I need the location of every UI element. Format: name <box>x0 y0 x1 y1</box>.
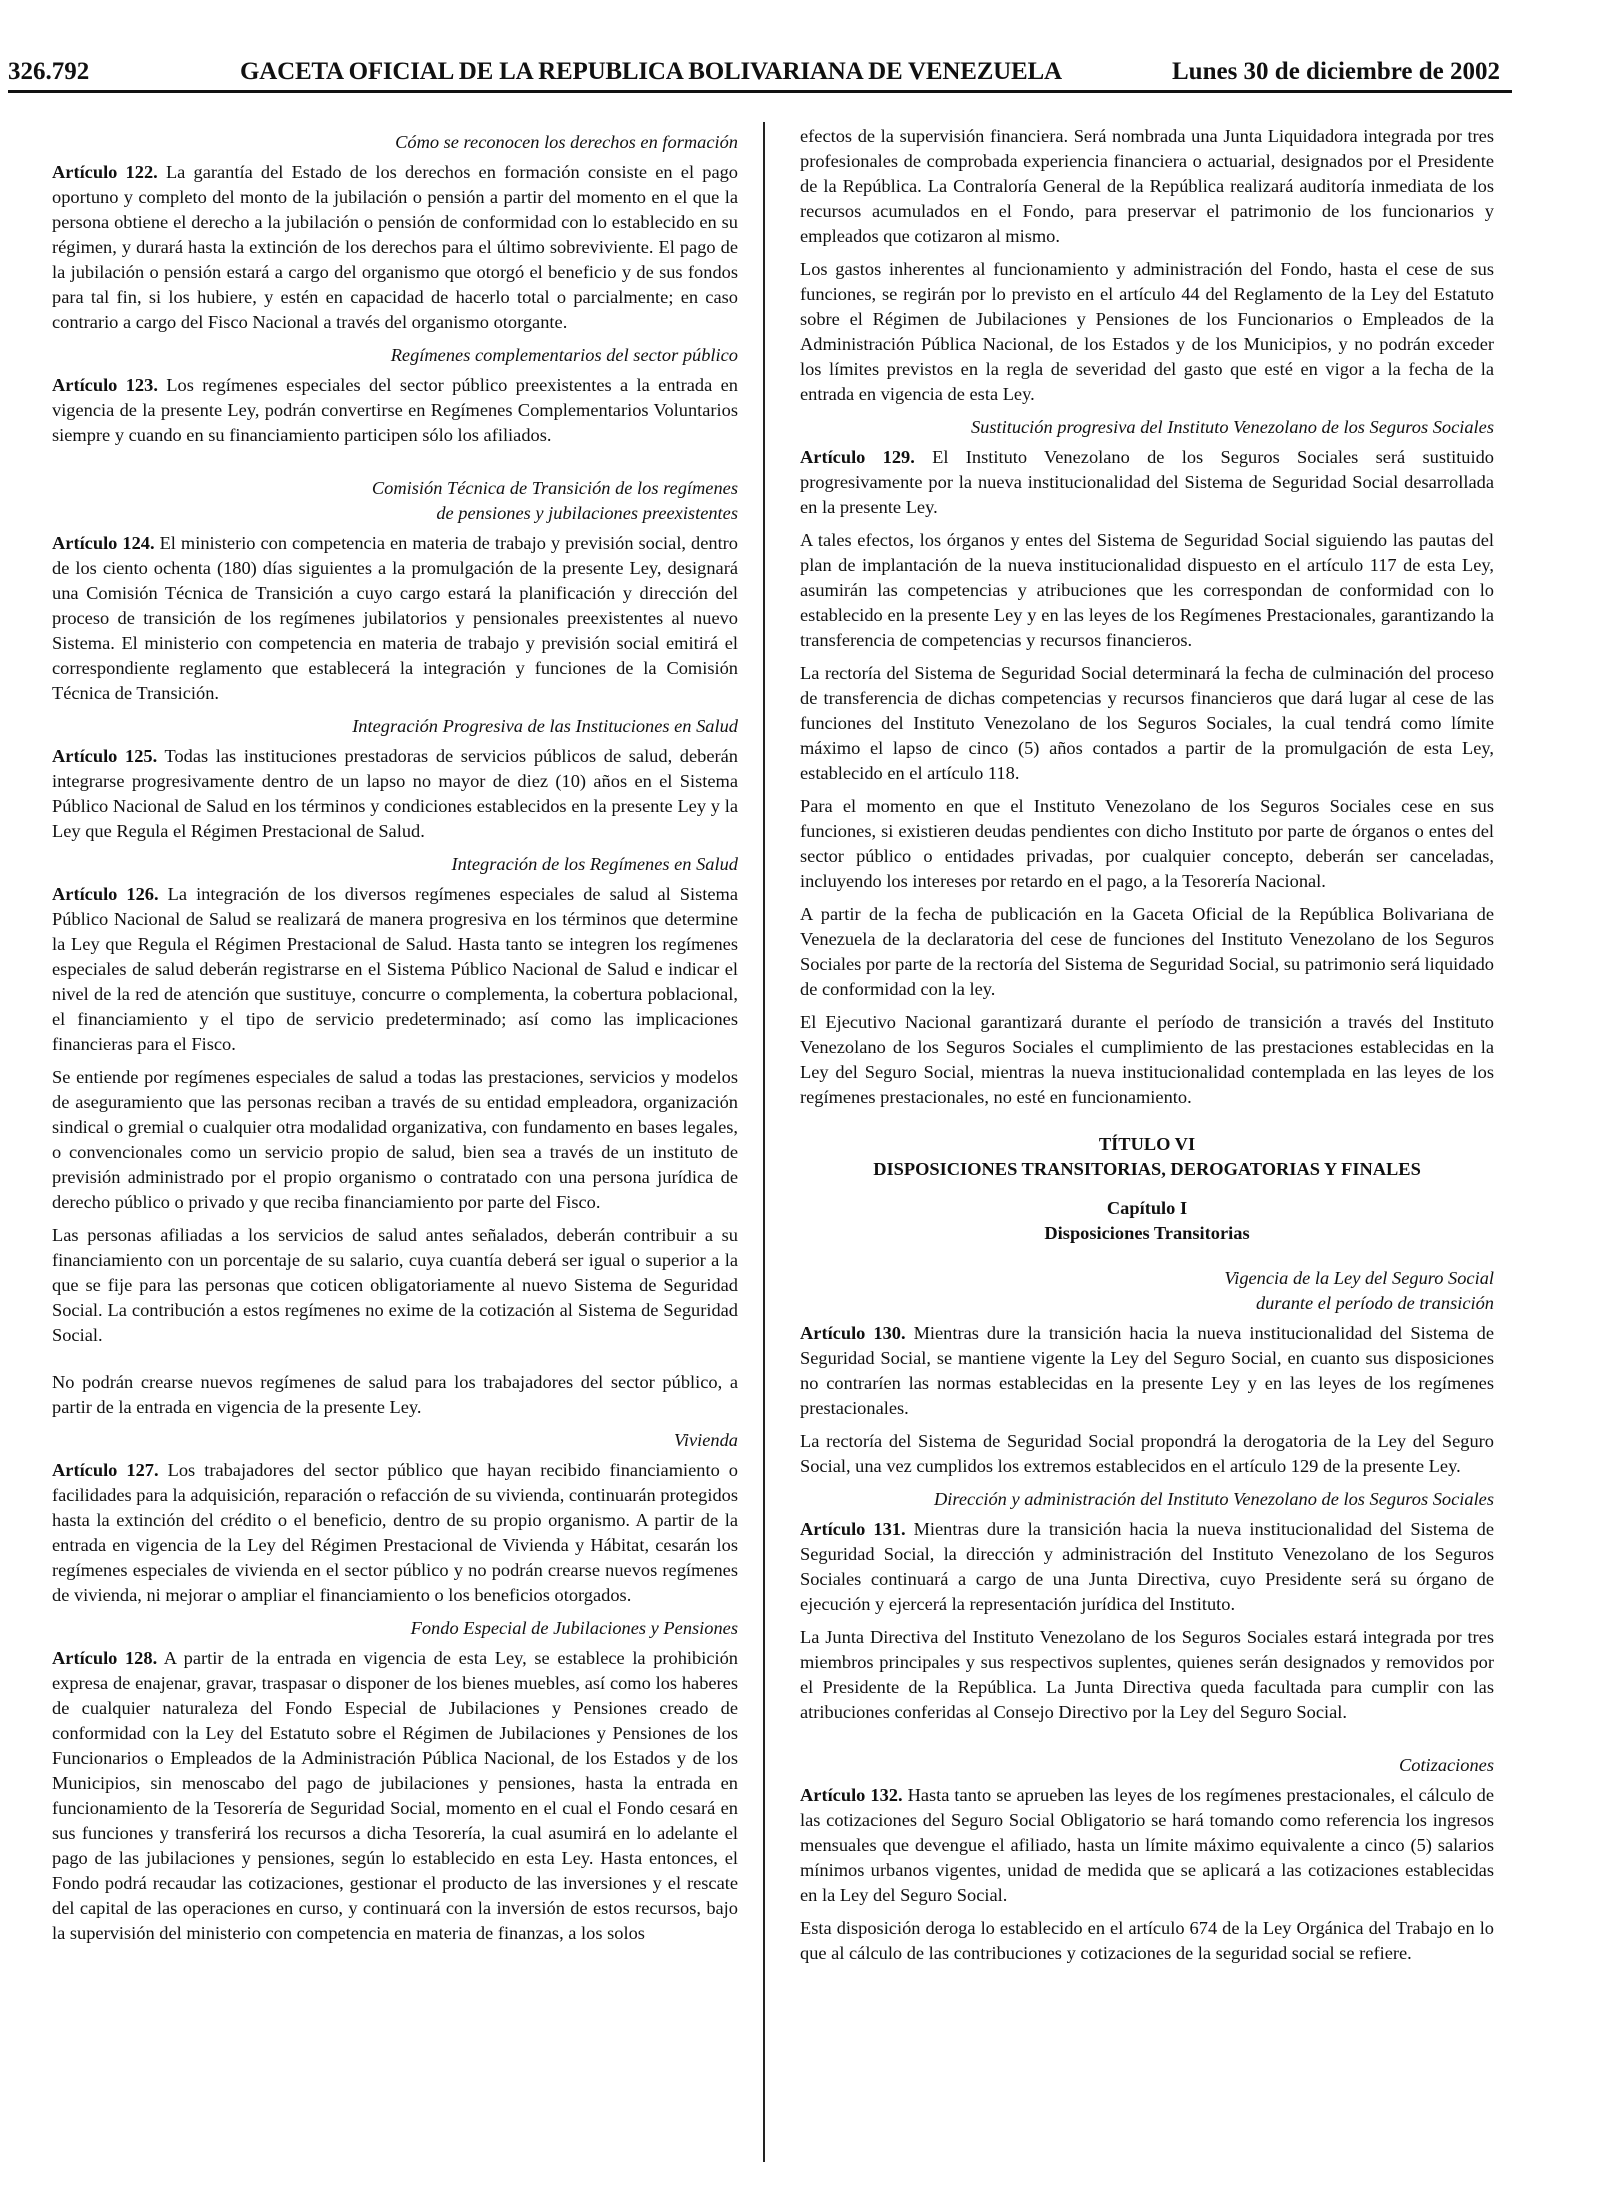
paragraph: La rectoría del Sistema de Seguridad Social determinará la fecha de culminación del proceso de transferencia de dichas competencias y recursos financieros que dará lugar al cese de las funciones del Instituto Venezolano de los Seguros Sociales, la cual tendrá como límite máximo el lapso de cinco (5) años contados a partir de la promulgación de esta Ley, establecido en el artículo 118. <box>800 663 1494 783</box>
article-label: Artículo 127. <box>52 1460 159 1480</box>
section-heading: Integración Progresiva de las Instituciones en Salud <box>352 716 738 736</box>
article-text: Mientras dure la transición hacia la nueva institucionalidad del Sistema de Seguridad Social, se mantiene vigente la Ley del Seguro Social, en cuanto sus disposiciones no contraríen las normas establecidas en la presente Ley y en las leyes de los regímenes prestacionales. <box>800 1323 1494 1418</box>
paragraph: efectos de la supervisión financiera. Será nombrada una Junta Liquidadora integrada por tres profesionales de comprobada experiencia financiera o actuarial, designados por el Presidente de la República. La Contraloría General de la República realizará auditoría inmediata de los recursos acumulados en el Fondo, para preservar el patrimonio de los funcionarios y empleados que cotizaron al mismo. <box>800 126 1494 246</box>
article-text: Los regímenes especiales del sector público preexistentes a la entrada en vigencia de la presente Ley, podrán convertirse en Regímenes Complementarios Voluntarios siempre y cuando en su financiamiento participen sólo los afiliados. <box>52 375 738 445</box>
section-heading: Dirección y administración del Instituto Venezolano de los Seguros Sociales <box>934 1489 1494 1509</box>
article-122 <box>52 160 738 335</box>
article-label: Artículo 129. <box>800 447 915 467</box>
article-125 <box>52 744 738 844</box>
title-heading: TÍTULO VI <box>1098 1134 1196 1154</box>
article-label: Artículo 124. <box>52 533 155 553</box>
paragraph: La Junta Directiva del Instituto Venezolano de los Seguros Sociales estará integrada por tres miembros principales y sus respectivos suplentes, quienes serán designados y removidos por el Presidente de la República. La Junta Directiva queda facultada para cumplir con las atribuciones conferidas al Consejo Directivo por la Ley del Seguro Social. <box>800 1627 1494 1722</box>
section-heading: Fondo Especial de Jubilaciones y Pensiones <box>410 1618 738 1638</box>
article-text: Todas las instituciones prestadoras de servicios públicos de salud, deberán integrarse progresivamente dentro de un lapso no mayor de diez (10) años en el Sistema Público Nacional de Salud en los términos y condiciones establecidos en la presente Ley y la Ley que Regula el Régimen Prestacional de Salud. <box>52 746 738 841</box>
article-text: Mientras dure la transición hacia la nueva institucionalidad del Sistema de Seguridad Social, la dirección y administración del Instituto Venezolano de los Seguros Sociales continuará a cargo de una Junta Directiva, cuyo Presidente será su órgano de ejecución y ejercerá la representación jurídica del Instituto. <box>800 1519 1494 1614</box>
article-130 <box>800 1321 1494 1421</box>
section-heading: Vivienda <box>674 1430 738 1450</box>
article-131 <box>800 1517 1494 1617</box>
paragraph: Esta disposición deroga lo establecido en el artículo 674 de la Ley Orgánica del Trabajo en lo que al cálculo de las contribuciones y cotizaciones de la seguridad social se refiere. <box>800 1918 1494 1963</box>
article-label: Artículo 132. <box>800 1785 903 1805</box>
article-text: Hasta tanto se aprueben las leyes de los regímenes prestacionales, el cálculo de las cotizaciones del Seguro Social Obligatorio se hará tomando como referencia los ingresos mensuales que devengue el afiliado, hasta un límite máximo equivalente a cinco (5) salarios mínimos urbanos vigentes, unidad de medida que se aplicará a las cotizaciones establecidas en la Ley del Seguro Social. <box>800 1785 1494 1905</box>
column-divider <box>763 122 765 2162</box>
paragraph: A tales efectos, los órganos y entes del Sistema de Seguridad Social siguiendo las pautas del plan de implantación de la nueva institucionalidad dispuesto en el artículo 117 de esta Ley, asumirán las competencias y atribuciones que les correspondan de conformidad con lo establecido en la presente Ley y en las leyes de los Regímenes Prestacionales, garantizando la transferencia de competencias y recursos financieros. <box>800 530 1494 650</box>
chapter-heading: Capítulo I <box>1106 1198 1188 1218</box>
paragraph: A partir de la fecha de publicación en la Gaceta Oficial de la República Bolivariana de Venezuela de la declaratoria del cese de funciones del Instituto Venezolano de los Seguros Sociales por parte de la rectoría del Sistema de Seguridad Social, su patrimonio será liquidado de conformidad con la ley. <box>800 904 1494 999</box>
paragraph: Se entiende por regímenes especiales de salud a todas las prestaciones, servicios y modelos de aseguramiento que las personas reciban a través de su entidad empleadora, organización sindical o gremial o cualquier otra modalidad organizativa, con fundamento en bases legales, o convencionales como un servicio propio de salud, bien sea a través de un instituto de previsión administrado por el propio organismo o contratado con una persona jurídica de derecho público o privado y que reciba financiamiento por parte del Fisco. <box>52 1067 738 1212</box>
right-column <box>800 124 1494 1974</box>
article-123 <box>52 373 738 448</box>
article-text: El Instituto Venezolano de los Seguros Sociales será sustituido progresivamente por la nueva institucionalidad del Sistema de Seguridad Social desarrollada en la presente Ley. <box>800 447 1494 517</box>
article-label: Artículo 123. <box>52 375 158 395</box>
article-label: Artículo 125. <box>52 746 158 766</box>
article-label: Artículo 126. <box>52 884 159 904</box>
paragraph: La rectoría del Sistema de Seguridad Social propondrá la derogatoria de la Ley del Seguro Social, una vez cumplidos los extremos establecidos en el artículo 129 de la presente Ley. <box>800 1431 1494 1476</box>
article-label: Artículo 130. <box>800 1323 906 1343</box>
chapter-subheading: Disposiciones Transitorias <box>1044 1223 1250 1243</box>
paragraph: El Ejecutivo Nacional garantizará durante el período de transición a través del Instituto Venezolano de los Seguros Sociales el cumplimiento de las prestaciones establecidas en la Ley del Seguro Social, mientras la nueva institucionalidad contemplada en las leyes de los regímenes prestacionales, no esté en funcionamiento. <box>800 1012 1494 1107</box>
title-subheading: DISPOSICIONES TRANSITORIAS, DEROGATORIAS Y FINALES <box>873 1159 1421 1179</box>
page-number: 326.792 <box>8 58 90 85</box>
section-heading: Regímenes complementarios del sector público <box>390 345 738 365</box>
section-heading-cont: de pensiones y jubilaciones preexistentes <box>436 503 738 523</box>
article-128 <box>52 1646 738 1946</box>
page-header <box>8 44 1512 93</box>
article-text: A partir de la entrada en vigencia de esta Ley, se establece la prohibición expresa de enajenar, gravar, traspasar o disponer de los bienes muebles, así como los haberes de cualquier naturaleza del Fondo Especial de Jubilaciones y Pensiones creado de conformidad con la Ley del Estatuto sobre el Régimen de Jubilaciones y Pensiones de los Funcionarios o Empleados de la Administración Pública Nacional, de los Estados y de los Municipios, sin menoscabo del pago de jubilaciones y pensiones, hasta la entrada en funcionamiento de la Tesorería de Seguridad Social, momento en el cual el Fondo cesará en sus funciones y transferirá los recursos a dicha Tesorería, la cual asumirá en lo adelante el pago de las jubilaciones y pensiones, según lo establecido en esta Ley. Hasta entonces, el Fondo podrá recaudar las cotizaciones, gestionar el producto de las inversiones y el rescate del capital de las operaciones en curso, y continuará con la inversión de estos recursos, bajo la supervisión del ministerio con competencia en materia de finanzas, a los solos <box>52 1648 739 1943</box>
section-heading: Integración de los Regímenes en Salud <box>451 854 738 874</box>
section-heading: Comisión Técnica de Transición de los regímenes <box>371 478 738 498</box>
article-129 <box>800 445 1494 520</box>
article-126 <box>52 882 738 1057</box>
article-127 <box>52 1458 738 1608</box>
article-text: La garantía del Estado de los derechos en formación consiste en el pago oportuno y completo del monto de la jubilación o pensión a partir del momento en el que la persona obtiene el derecho a la jubilación o pensión de conformidad con lo establecido en su régimen, y durará hasta la extinción de los derechos para el último sobreviviente. El pago de la jubilación o pensión estará a cargo del organismo que otorgó el beneficio y de sus fondos para tal fin, si los hubiere, y estén en capacidad de hacerlo total o parcialmente; en caso contrario a cargo del Fisco Nacional a través del organismo otorgante. <box>52 162 739 332</box>
paragraph: Las personas afiliadas a los servicios de salud antes señalados, deberán contribuir a su financiamiento con un porcentaje de su salario, cuya cuantía deberá ser igual o superior a la que se fije para las personas que coticen obligatoriamente al nuevo Sistema de Seguridad Social. La contribución a estos regímenes no exime de la cotización al Sistema de Seguridad Social. <box>52 1225 738 1345</box>
article-text: La integración de los diversos regímenes especiales de salud al Sistema Público Nacional de Salud se realizará de manera progresiva en los términos que determine la Ley que Regula el Régimen Prestacional de Salud. Hasta tanto se integren los regímenes especiales de salud deberán registrarse en el Sistema Público Nacional de Salud e indicar el nivel de la red de atención que sustituye, concurre o complementa, la cobertura poblacional, el financiamiento y el tipo de servicio predeterminado; así como las implicaciones financieras para el Fisco. <box>52 884 738 1054</box>
article-124 <box>52 531 738 706</box>
section-heading: Vigencia de la Ley del Seguro Social <box>1224 1268 1494 1288</box>
article-text: El ministerio con competencia en materia de trabajo y previsión social, dentro de los ciento ochenta (180) días siguientes a la promulgación de la presente Ley, designará una Comisión Técnica de Transición a cuyo cargo estará la planificación y dirección del proceso de transición de los regímenes jubilatorios y pensionales preexistentes al nuevo Sistema. El ministerio con competencia en materia de trabajo y previsión social emitirá el correspondiente reglamento que establecerá la integración y funciones de la Comisión Técnica de Transición. <box>52 533 739 703</box>
gazette-title: GACETA OFICIAL DE LA REPUBLICA BOLIVARIANA DE VENEZUELA <box>240 58 1062 85</box>
paragraph: Los gastos inherentes al funcionamiento y administración del Fondo, hasta el cese de sus funciones, se regirán por lo previsto en el artículo 44 del Reglamento de la Ley del Estatuto sobre el Régimen de Jubilaciones y Pensiones de los Funcionarios o Empleados de la Administración Pública Nacional, de los Estados y de los Municipios, y no podrán exceder los límites previstos en la regla de severidad del gasto que esté en vigor a la fecha de la entrada en vigencia de esta Ley. <box>800 259 1494 404</box>
section-heading-cont: durante el período de transición <box>1255 1293 1494 1313</box>
issue-date: Lunes 30 de diciembre de 2002 <box>1171 58 1500 85</box>
section-heading: Cotizaciones <box>1398 1755 1494 1775</box>
article-text: Los trabajadores del sector público que hayan recibido financiamiento o facilidades para la adquisición, reparación o refacción de su vivienda, continuarán protegidos hasta la extinción del crédito o el beneficio, dentro de su propio organismo. A partir de la entrada en vigencia de la Ley del Régimen Prestacional de Vivienda y Hábitat, cesarán los regímenes especiales de vivienda en el sector público y no podrán crearse nuevos regímenes de vivienda, ni mejorar o ampliar el financiamiento o los beneficios otorgados. <box>52 1460 738 1605</box>
paragraph: Para el momento en que el Instituto Venezolano de los Seguros Sociales cese en sus funciones, si existieren deudas pendientes con dicho Instituto por parte de órganos o entes del sector público o entidades privadas, por cualquier concepto, deberán ser canceladas, incluyendo los intereses por retardo en el pago, a la Tesorería Nacional. <box>800 796 1494 891</box>
article-132 <box>800 1783 1494 1908</box>
left-column <box>52 124 738 1954</box>
article-label: Artículo 128. <box>52 1648 158 1668</box>
article-label: Artículo 122. <box>52 162 158 182</box>
section-heading: Sustitución progresiva del Instituto Venezolano de los Seguros Sociales <box>970 417 1494 437</box>
paragraph: No podrán crearse nuevos regímenes de salud para los trabajadores del sector público, a partir de la entrada en vigencia de la presente Ley. <box>52 1372 738 1417</box>
section-heading: Cómo se reconocen los derechos en formación <box>395 132 738 152</box>
article-label: Artículo 131. <box>800 1519 906 1539</box>
